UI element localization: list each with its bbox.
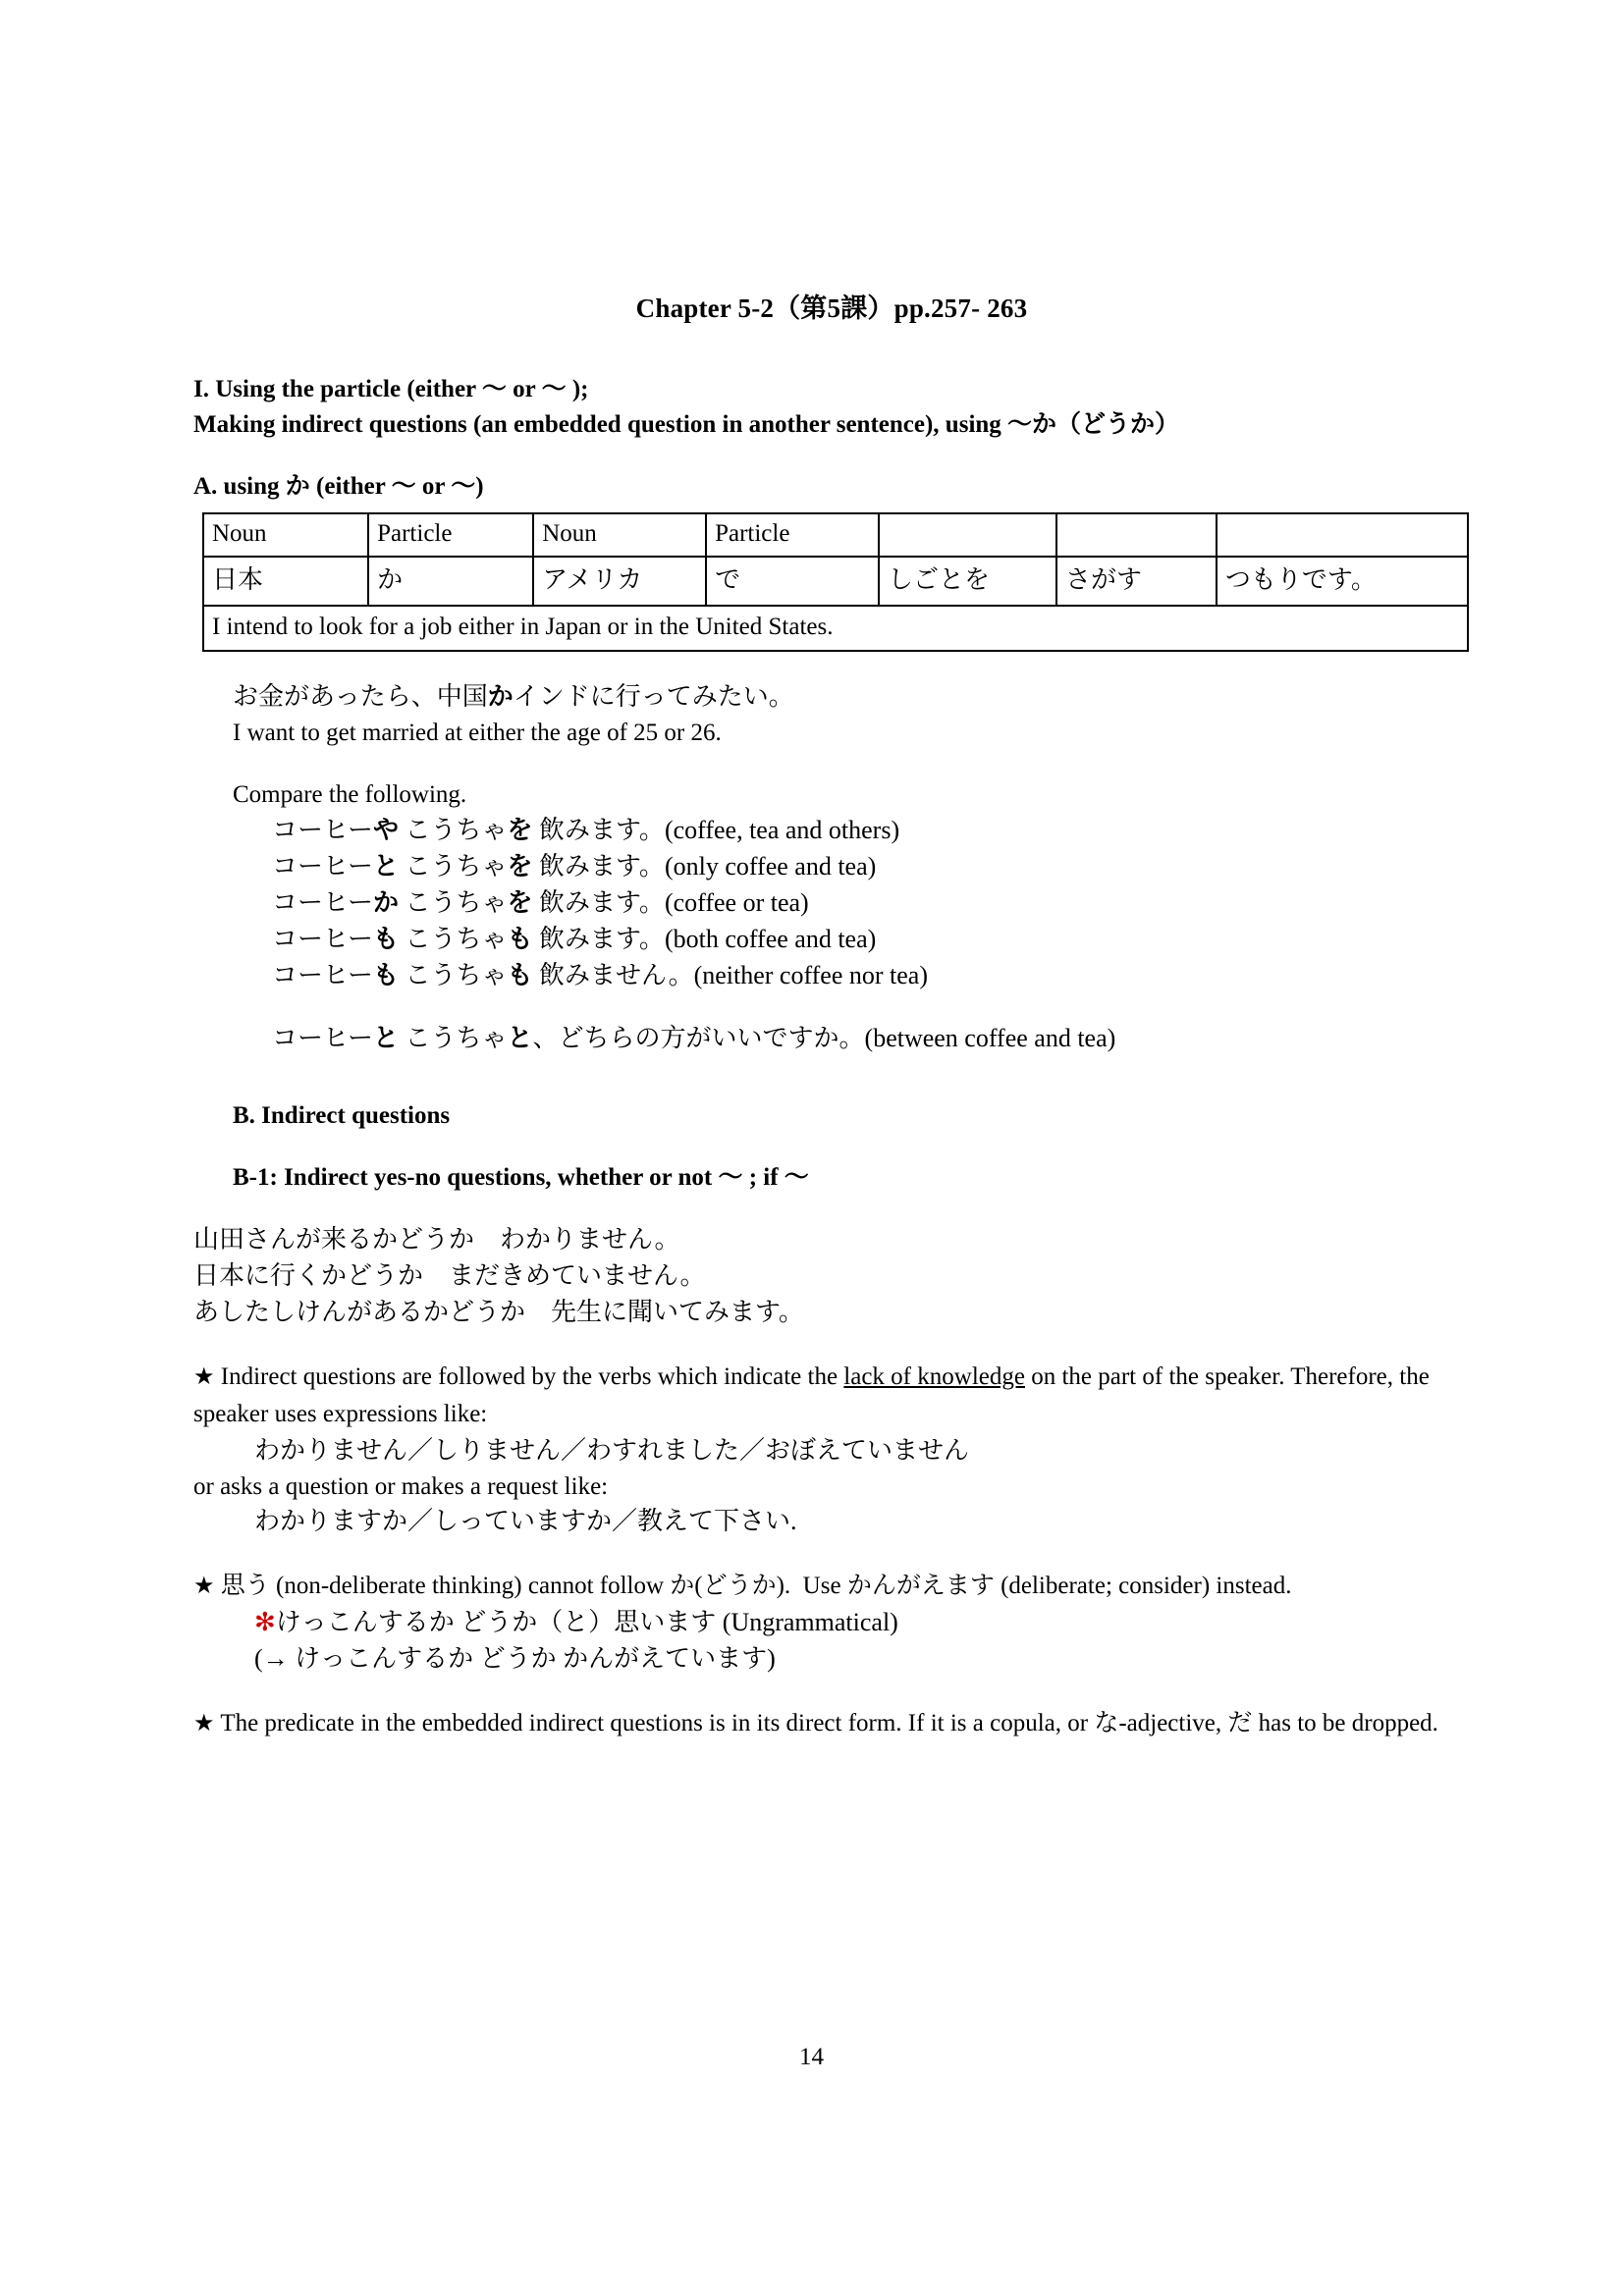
star-note-1-mid-text: or asks a question or makes a request like: bbox=[193, 1472, 609, 1500]
table-header-cell bbox=[1217, 513, 1468, 557]
compare-pre: コーヒー bbox=[272, 1024, 373, 1053]
example-english-married: I want to get married at either the age of 25 or 26. bbox=[233, 719, 722, 746]
compare-particle-1: も bbox=[372, 924, 399, 953]
compare-gloss: (coffee, tea and others) bbox=[664, 815, 900, 844]
star-note-1-list-1: わかりません／しりません／わすれました／おぼえていません bbox=[254, 1436, 970, 1466]
compare-item bbox=[272, 885, 1470, 922]
compare-mid: こうちゃ bbox=[398, 851, 508, 881]
star-note-2-text: 思う (non-deliberate thinking) cannot follow か(どうか). Use かんがえます (deliberate; consider) instead. bbox=[214, 1573, 1292, 1600]
table-cell-japanese: しごとを bbox=[879, 557, 1056, 606]
star-icon: ★ bbox=[193, 1574, 215, 1600]
compare-particle-2: を bbox=[507, 815, 533, 844]
compare-post: 飲みます。 bbox=[532, 851, 665, 881]
compare-item bbox=[272, 813, 1470, 849]
compare-particle-1: と bbox=[372, 851, 399, 881]
section-b-heading: B. Indirect questions bbox=[233, 1102, 451, 1130]
compare-particle-1: と bbox=[372, 1024, 399, 1053]
compare-particle-1: か bbox=[372, 887, 399, 917]
compare-pre: コーヒー bbox=[272, 924, 373, 953]
star-note-1 bbox=[193, 1359, 1470, 1433]
star-note-1-before: Indirect questions are followed by the verbs which indicate the bbox=[214, 1363, 844, 1391]
grammar-table bbox=[202, 512, 1469, 652]
compare-gloss: (neither coffee nor tea) bbox=[693, 960, 929, 989]
compare-pre: コーヒー bbox=[272, 851, 373, 881]
table-cell-japanese: 日本 bbox=[203, 557, 368, 606]
compare-gloss: (between coffee and tea) bbox=[864, 1024, 1116, 1053]
particle-ka: か bbox=[487, 682, 514, 711]
correction-example: (→ けっこんするか どうか かんがえています) bbox=[254, 1644, 776, 1674]
b1-example-line: 山田さんが来るかどうか わかりません。 bbox=[193, 1225, 680, 1255]
compare-particle-2: と bbox=[507, 1024, 533, 1053]
spacer bbox=[193, 1133, 1470, 1160]
compare-mid: こうちゃ bbox=[398, 887, 508, 917]
table-cell-translation: I intend to look for a job either in Japan or in the United States. bbox=[203, 606, 1468, 651]
page-number: 14 bbox=[799, 2044, 824, 2070]
compare-item bbox=[272, 849, 1470, 885]
compare-gloss: (both coffee and tea) bbox=[664, 924, 877, 953]
compare-item-last bbox=[272, 1021, 1470, 1057]
compare-item bbox=[272, 958, 1470, 994]
compare-particle-2: を bbox=[507, 851, 533, 881]
compare-mid: こうちゃ bbox=[398, 924, 508, 953]
compare-gloss: (coffee or tea) bbox=[664, 887, 809, 917]
page-content bbox=[193, 0, 1470, 1742]
compare-post: 飲みます。 bbox=[532, 887, 665, 917]
compare-particle-1: も bbox=[372, 960, 399, 989]
table-row-headers bbox=[203, 513, 1468, 557]
section-a-heading: A. using か (either ～ or ～) bbox=[193, 473, 484, 500]
table-header-cell: Particle bbox=[706, 513, 879, 557]
star-note-2 bbox=[193, 1568, 1470, 1605]
star-note-3-text: The predicate in the embedded indirect questions is in its direct form. If it is a copula, or な-adjective, だ has to be dropped. bbox=[214, 1710, 1438, 1737]
table-row-translation bbox=[203, 606, 1468, 651]
table-header-cell: Noun bbox=[203, 513, 368, 557]
section-i-heading bbox=[193, 372, 1470, 442]
section-i-line-1: I. Using the particle (either ～ or ～ ); bbox=[193, 376, 589, 402]
compare-post: 飲みます。 bbox=[532, 815, 665, 844]
compare-post: 、どちらの方がいいですか。 bbox=[532, 1024, 865, 1053]
page-title: Chapter 5-2（第5課）pp.257- 263 bbox=[635, 294, 1028, 323]
example-text-pre: お金があったら、中国 bbox=[233, 682, 488, 711]
ungrammatical-text: けっこんするか どうか（と）思います (Ungrammatical) bbox=[275, 1608, 898, 1637]
star-note-1-list-2: わかりますか／しっていますか／教えて下さい. bbox=[254, 1507, 797, 1536]
table-row-japanese bbox=[203, 557, 1468, 606]
table-header-cell bbox=[1056, 513, 1217, 557]
compare-post: 飲みます。 bbox=[532, 924, 665, 953]
spacer bbox=[193, 442, 1470, 469]
b1-example-line: 日本に行くかどうか まだきめていません。 bbox=[193, 1261, 706, 1291]
example-japanese-money bbox=[233, 679, 1470, 716]
table-cell-japanese: か bbox=[368, 557, 533, 606]
compare-pre: コーヒー bbox=[272, 815, 373, 844]
table-cell-japanese: さがす bbox=[1056, 557, 1217, 606]
star-note-1-underlined: lack of knowledge bbox=[843, 1363, 1025, 1391]
compare-gloss: (only coffee and tea) bbox=[664, 851, 877, 881]
compare-post: 飲みません。 bbox=[532, 960, 694, 989]
spacer bbox=[193, 1331, 1470, 1359]
star-icon: ★ bbox=[193, 1711, 215, 1737]
b1-example-line: あしたしけんがあるかどうか 先生に聞いてみます。 bbox=[193, 1298, 804, 1327]
compare-pre: コーヒー bbox=[272, 887, 373, 917]
compare-particle-2: も bbox=[507, 924, 533, 953]
table-cell-japanese: つもりです。 bbox=[1217, 557, 1468, 606]
grammar-table-wrapper bbox=[202, 512, 1469, 652]
compare-particle-2: を bbox=[507, 887, 533, 917]
compare-item bbox=[272, 922, 1470, 958]
table-header-cell bbox=[879, 513, 1056, 557]
compare-mid: こうちゃ bbox=[398, 1024, 508, 1053]
star-note-1-after: on the part of the speaker. Therefore, the speaker uses expressions like: bbox=[193, 1363, 1436, 1428]
compare-particle-1: や bbox=[372, 815, 399, 844]
compare-mid: こうちゃ bbox=[398, 815, 508, 844]
compare-pre: コーヒー bbox=[272, 960, 373, 989]
star-icon: ★ bbox=[193, 1364, 215, 1391]
section-b1-heading: B-1: Indirect yes-no questions, whether or not ～ ; if ～ bbox=[233, 1164, 809, 1192]
table-cell-japanese: で bbox=[706, 557, 879, 606]
star-note-3 bbox=[193, 1705, 1470, 1742]
ungrammatical-example bbox=[254, 1605, 1470, 1641]
spacer bbox=[193, 993, 1470, 1021]
spacer bbox=[193, 1195, 1470, 1222]
spacer bbox=[193, 652, 1470, 679]
table-header-cell: Noun bbox=[533, 513, 706, 557]
table-header-cell: Particle bbox=[368, 513, 533, 557]
spacer bbox=[193, 750, 1470, 777]
compare-particle-2: も bbox=[507, 960, 533, 989]
compare-label: Compare the following. bbox=[233, 781, 467, 809]
spacer bbox=[193, 1678, 1470, 1705]
red-asterisk-icon: ✻ bbox=[254, 1608, 276, 1637]
spacer bbox=[193, 1057, 1470, 1098]
table-cell-japanese: アメリカ bbox=[533, 557, 706, 606]
example-text-post: インドに行ってみたい。 bbox=[513, 682, 794, 711]
spacer bbox=[193, 1540, 1470, 1568]
compare-mid: こうちゃ bbox=[398, 960, 508, 989]
section-i-line-2: Making indirect questions (an embedded question in another sentence), using ～か（どうか） bbox=[193, 410, 1180, 438]
